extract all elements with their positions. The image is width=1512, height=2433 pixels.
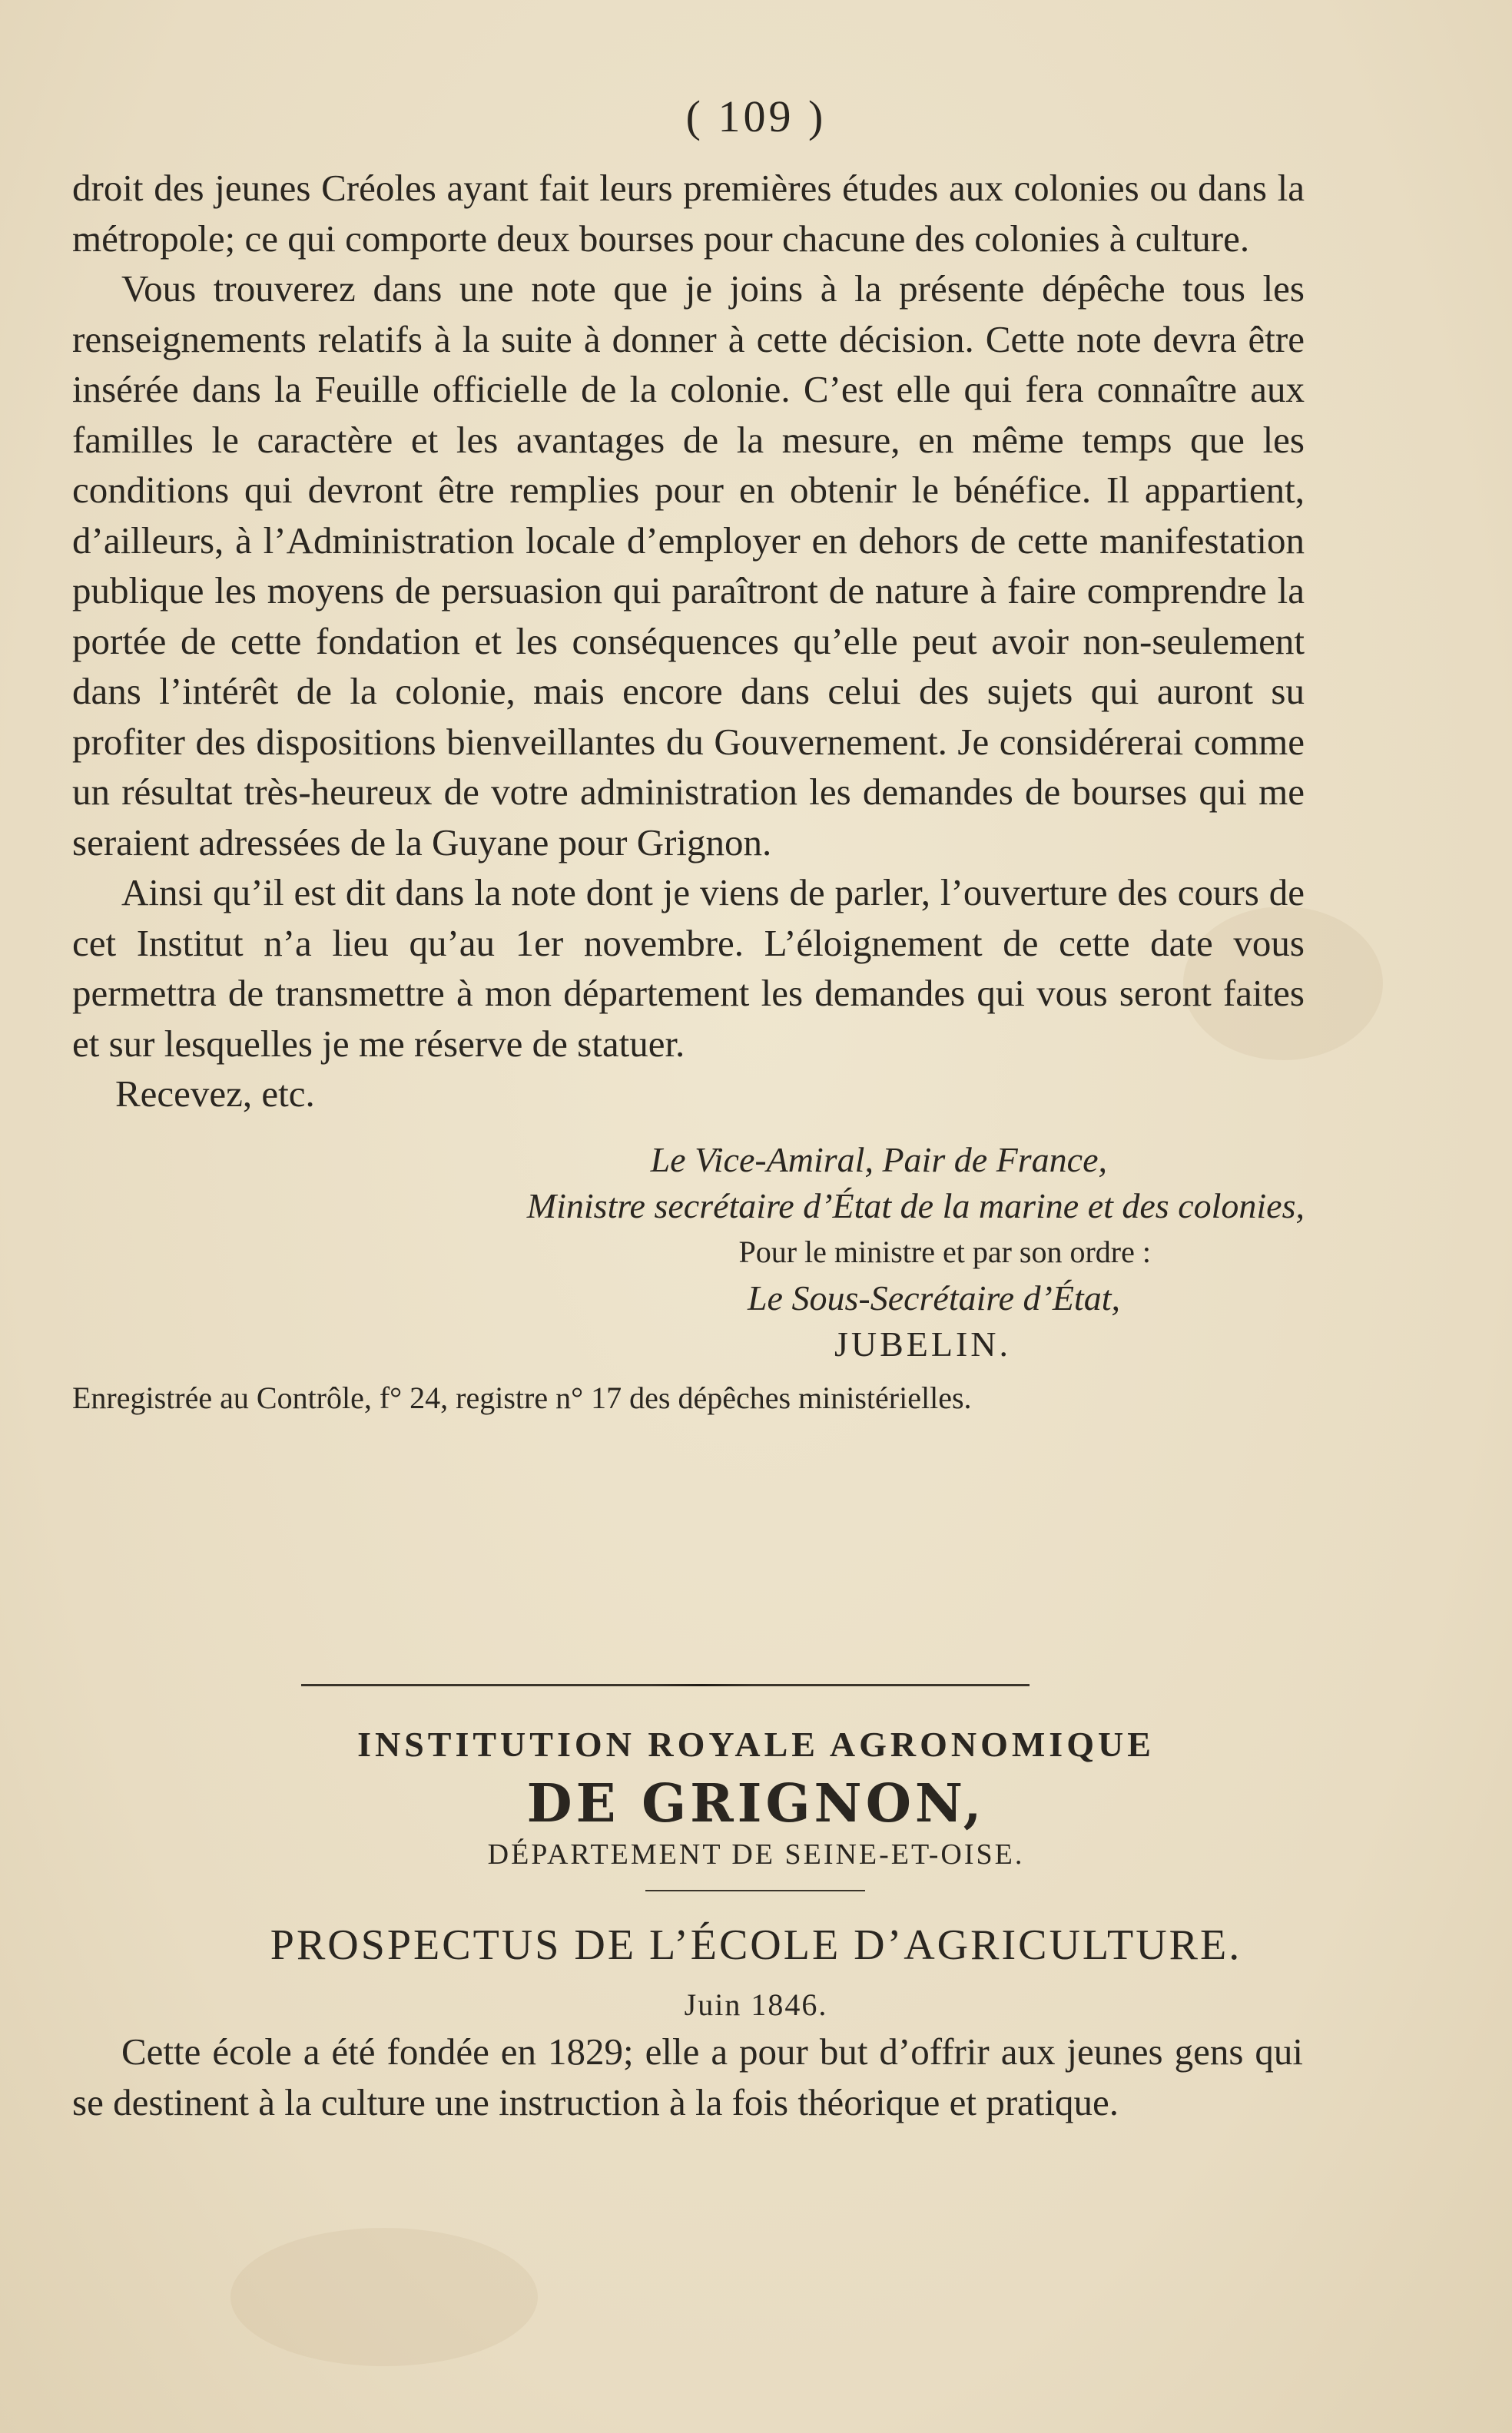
section-title-line1: INSTITUTION ROYALE AGRONOMIQUE xyxy=(357,1725,1155,1764)
prospectus-date: Juin 1846. xyxy=(684,1987,828,2022)
paragraph-3: Ainsi qu’il est dit dans la note dont je viens de parler, l’ouverture des cours de cet Institut n’a lieu qu’au 1er novembre. L’éloignement de cette date vous permettra de transmettre à mon département les demandes qui vous seront faites et sur lesquelles je me réserve de statuer. xyxy=(72,871,1305,1065)
registration-note: Enregistrée au Contrôle, f° 24, registre n° 17 des dépêches ministérielles. xyxy=(72,1381,972,1415)
paragraph-2: Vous trouverez dans une note que je joins à la présente dépêche tous les renseignements relatifs à la suite à donner à cette décision. Cette note devra être insérée dans la Feuille officielle de la colonie. C’est elle qui fera connaître aux familles le caractère et les avantages de la mesure, en même temps que les conditions qui devront être remplies pour en obtenir le bénéfice. Il appartient, d’ailleurs, à l’Administration locale d’employer en dehors de cette manifestation publique les moyens de persuasion qui paraîtront de nature à faire comprendre la portée de cette fondation et les conséquences qu’elle peut avoir non-seulement dans l’intérêt de la colonie, mais encore dans celui des sujets qui auront su profiter des dispositions bienveillantes du Gouvernement. Je considérerai comme un résultat très-heureux de votre administration les demandes de bourses qui me seraient adressées de la Guyane pour Grignon. xyxy=(72,267,1305,863)
prospectus-title: PROSPECTUS DE L’ÉCOLE D’AGRICULTURE. xyxy=(270,1921,1242,1969)
signature-office: Ministre secrétaire d’État de la marine et des colonies, xyxy=(526,1186,1305,1225)
paragraph-1: droit des jeunes Créoles ayant fait leurs premières études aux colonies ou dans la métropole; ce qui comporte deux bourses pour chacune des colonies à culture. xyxy=(72,167,1305,260)
paper-stain xyxy=(230,2228,538,2366)
signature-undersecretary: Le Sous-Secrétaire d’État, xyxy=(747,1278,1120,1318)
section-subtitle: DÉPARTEMENT DE SEINE-ET-OISE. xyxy=(487,1838,1025,1871)
closing-formula: Recevez, etc. xyxy=(115,1072,315,1115)
prospectus-body xyxy=(72,2027,1303,2127)
signature-delegation: Pour le ministre et par son ordre : xyxy=(738,1235,1151,1269)
section-title-line2: DE GRIGNON, xyxy=(526,1773,986,1835)
page-number: ( 109 ) xyxy=(685,91,827,141)
section-divider xyxy=(301,1684,1030,1686)
short-divider xyxy=(645,1890,865,1891)
letter-body xyxy=(72,163,1305,1421)
signature-name: JUBELIN. xyxy=(834,1324,1011,1364)
prospectus-intro: Cette école a été fondée en 1829; elle a pour but d’offrir aux jeunes gens qui se destinent à la culture une instruction à la fois théorique et pratique. xyxy=(72,2030,1303,2123)
signature-title: Le Vice-Amiral, Pair de France, xyxy=(650,1140,1107,1179)
